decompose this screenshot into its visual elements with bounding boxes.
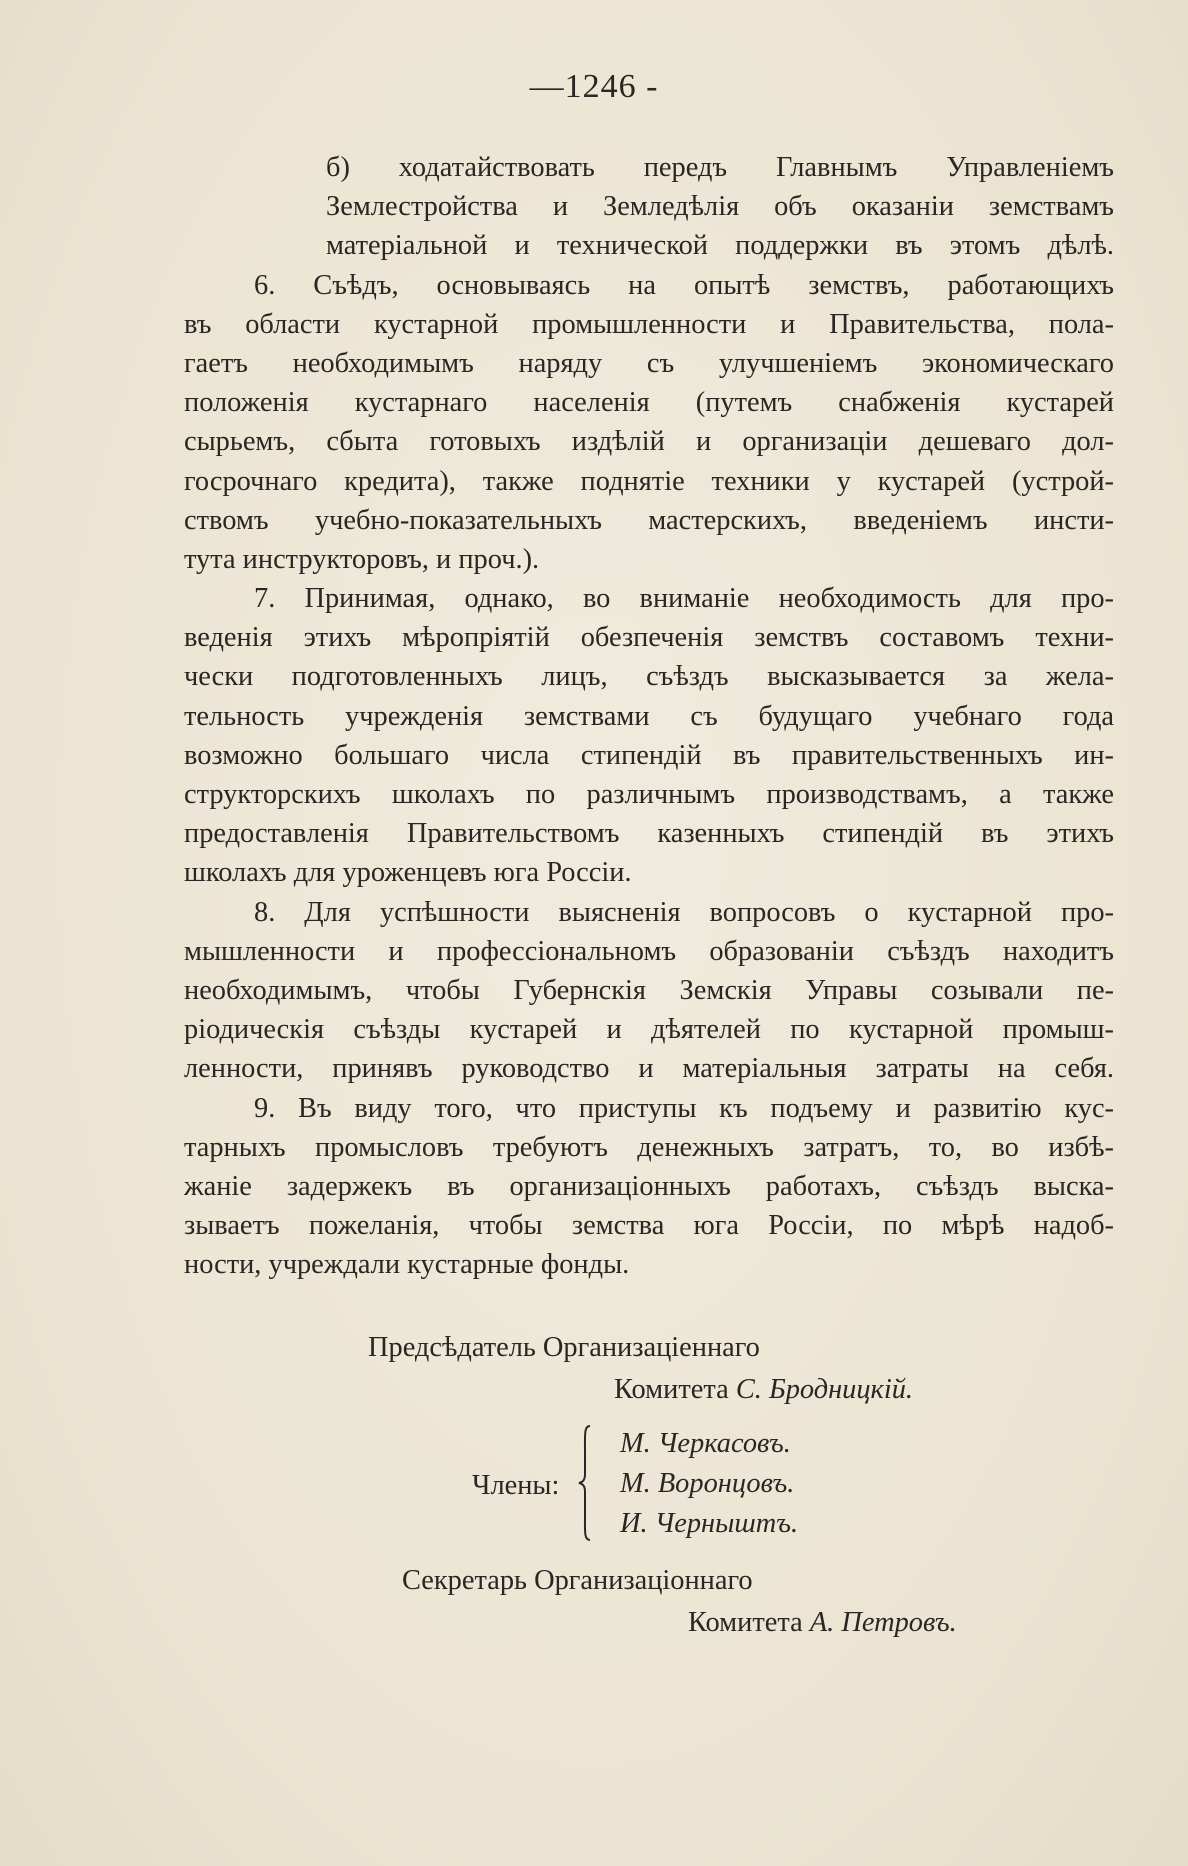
text-line: гаетъ необходимымъ наряду съ улучшеніемъ экономическаго (184, 347, 1114, 379)
text-line: сырьемъ, сбыта готовыхъ издѣлій и организаціи дешеваго дол- (184, 426, 1114, 458)
member-name: М. Черкасовъ. (620, 1428, 791, 1459)
text-line: положенія кустарнаго населенія (путемъ снабженія кустарей (184, 387, 1114, 419)
text-line: необходимымъ, чтобы Губернскія Земскія Управы созывали пе- (184, 974, 1114, 1006)
text-line: въ области кустарной промышленности и Правительства, пола- (184, 308, 1114, 340)
member-name: М. Воронцовъ. (620, 1468, 795, 1499)
text-line: 8. Для успѣшности выясненія вопросовъ о кустарной про- (254, 896, 1114, 928)
secretary-title: Секретарь Организаціоннаго (402, 1565, 753, 1596)
text-line: веденія этихъ мѣропріятій обезпеченія земствъ составомъ техни- (184, 622, 1114, 654)
chairman-title: Предсѣдатель Организаціеннаго (368, 1332, 760, 1363)
paragraph-6 (184, 266, 1114, 580)
chairman-name: С. Бродницкій. (735, 1374, 914, 1405)
text-line: 6. Съѣдъ, основываясь на опытѣ земствъ, работающихъ (254, 269, 1114, 301)
page-number: —1246 - (529, 68, 659, 105)
paragraph-7 (184, 579, 1114, 893)
text-line: зываетъ пожеланія, чтобы земства юга Россіи, по мѣрѣ надоб- (184, 1210, 1114, 1242)
secretary-name: А. Петровъ. (809, 1607, 957, 1638)
secretary-committee: Комитета (688, 1607, 803, 1638)
brace-icon (578, 1424, 594, 1542)
text-line: ности, учреждали кустарные фонды. (184, 1249, 630, 1281)
text-line: госрочнаго кредита), также поднятіе техники у кустарей (устрой- (184, 465, 1114, 497)
members-label: Члены: (472, 1470, 560, 1501)
text-line: тельность учрежденія земствами съ будущаго учебнаго года (184, 700, 1114, 732)
text-line: Землестройства и Земледѣлія объ оказаніи земствамъ (326, 191, 1114, 223)
secretary-line (688, 1603, 957, 1643)
text-line: матеріальной и технической поддержки въ этомъ дѣлѣ. (326, 230, 1114, 262)
text-line: жаніе задержекъ въ организаціонныхъ работахъ, съѣздъ выска- (184, 1170, 1114, 1202)
text-line: ствомъ учебно-показательныхъ мастерскихъ, введеніемъ инсти- (184, 504, 1114, 536)
text-line: школахъ для уроженцевъ юга Россіи. (184, 857, 632, 889)
text-line: мышленности и профессіональномъ образованіи съѣздъ находитъ (184, 935, 1114, 967)
text-line: предоставленія Правительствомъ казенныхъ стипендій въ этихъ (184, 818, 1114, 850)
text-line: 9. Въ виду того, что приступы къ подъему и развитію кус- (254, 1092, 1114, 1124)
text-line: тута инструкторовъ, и проч.). (184, 543, 540, 575)
chairman-committee: Комитета (614, 1374, 729, 1405)
text-line: ленности, принявъ руководство и матеріальныя затраты на себя. (184, 1053, 1114, 1085)
text-line: возможно большаго числа стипендій въ правительственныхъ ин- (184, 739, 1114, 771)
text-line: структорскихъ школахъ по различнымъ производствамъ, а также (184, 778, 1114, 810)
chairman-line (614, 1370, 913, 1410)
text-line: тарныхъ промысловъ требуютъ денежныхъ затратъ, то, во избѣ- (184, 1131, 1114, 1163)
text-line: чески подготовленныхъ лицъ, съѣздъ высказывается за жела- (184, 661, 1114, 693)
text-line: б) ходатайствовать передъ Главнымъ Управленіемъ (326, 152, 1114, 183)
text-line: 7. Принимая, однако, во вниманіе необходимость для про- (254, 583, 1114, 614)
member-name: И. Черныштъ. (620, 1508, 799, 1539)
paragraph-b (184, 148, 1114, 266)
paragraph-8 (184, 893, 1114, 1089)
text-line: ріодическія съѣзды кустарей и дѣятелей по кустарной промыш- (184, 1014, 1114, 1046)
paragraph-9 (184, 1089, 1114, 1285)
